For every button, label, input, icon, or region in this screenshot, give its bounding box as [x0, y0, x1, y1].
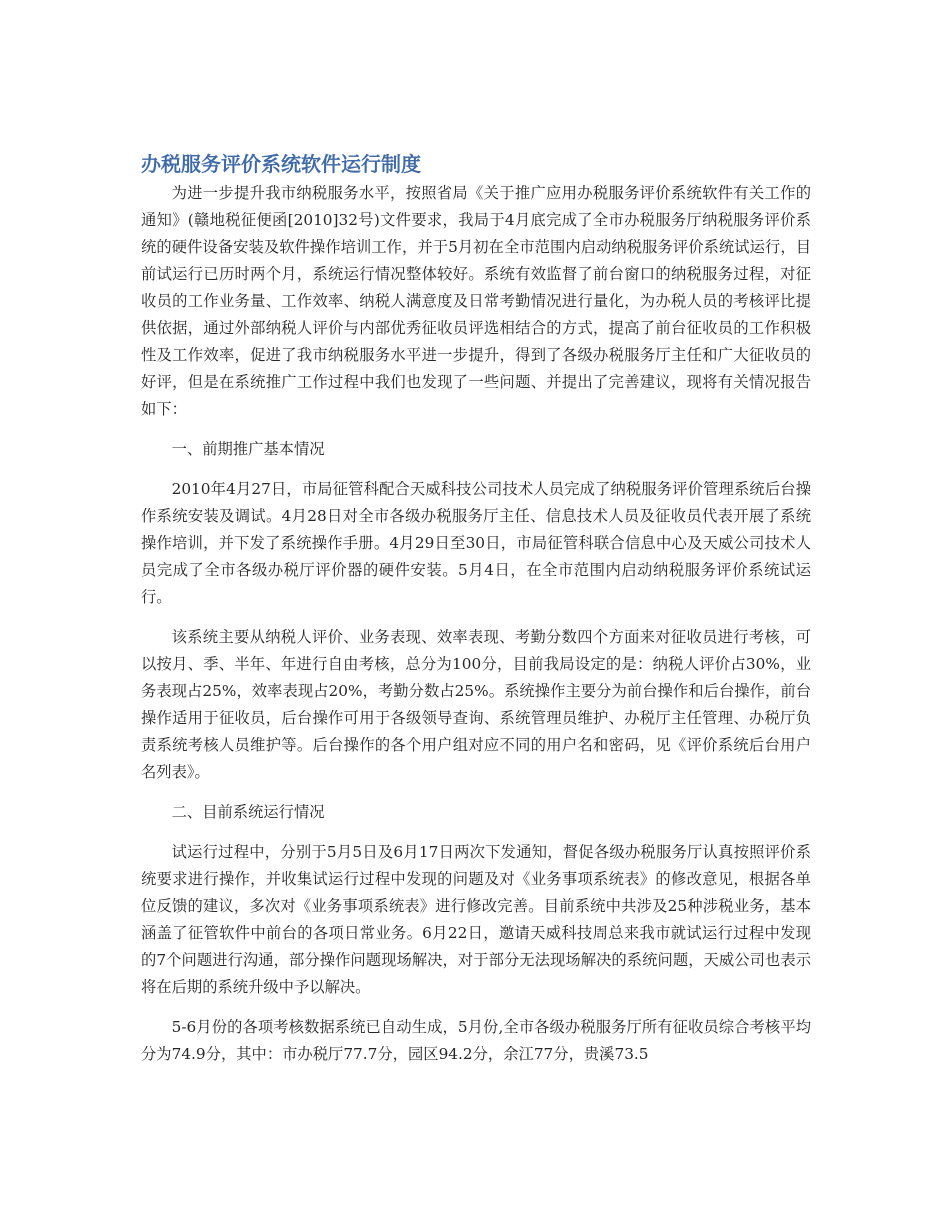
paragraph-promotion: 2010年4月27日，市局征管科配合天威科技公司技术人员完成了纳税服务评价管理系统后台操作系统安装及调试。4月28日对全市各级办税服务厅主任、信息技术人员及征收员代表开展了系统操作培训，并下发了系统操作手册。4月29日至30日，市局征管科联合信息中心及天威公司技术人员完成了全市各级办税厅评价器的硬件安装。5月4日，在全市范围内启动纳税服务评价系统试运行。: [141, 480, 811, 606]
paragraph-scores: 5-6月份的各项考核数据系统已自动生成，5月份,全市各级办税服务厅所有征收员综合考核平均分为74.9分，其中：市办税厅77.7分，园区94.2分，余江77分，贵溪73.5: [141, 1018, 811, 1063]
paragraph-assessment: 该系统主要从纳税人评价、业务表现、效率表现、考勤分数四个方面来对征收员进行考核，可以按月、季、半年、年进行自由考核，总分为100分，目前我局设定的是：纳税人评价占30%，业务表现占25%，效率表现占20%，考勤分数占25%。系统操作主要分为前台操作和后台操作，前台操作适用于征收员，后台操作可用于各级领导查询、系统管理员维护、办税厅主任管理、办税厅负责系统考核人员维护等。后台操作的各个用户组对应不同的用户名和密码，见《评价系统后台用户名列表》。: [141, 628, 811, 781]
paragraph-trial-run: 试运行过程中，分别于5月5日及6月17日两次下发通知，督促各级办税服务厅认真按照评价系统要求进行操作，并收集试运行过程中发现的问题及对《业务事项系统表》的修改意见，根据各单位反馈的建议，多次对《业务事项系统表》进行修改完善。目前系统中共涉及25种涉税业务，基本涵盖了征管软件中前台的各项日常业务。6月22日，邀请天威科技周总来我市就试运行过程中发现的7个问题进行沟通，部分操作问题现场解决，对于部分无法现场解决的系统问题，天威公司也表示将在后期的系统升级中予以解决。: [141, 843, 811, 996]
section-heading-2: 二、目前系统运行情况: [171, 803, 325, 821]
paragraph-intro: 为进一步提升我市纳税服务水平，按照省局《关于推广应用办税服务评价系统软件有关工作的通知》(赣地税征便函[2010]32号)文件要求，我局于4月底完成了全市办税服务厅纳税服务评价系统的硬件设备安装及软件操作培训工作，并于5月初在全市范围内启动纳税服务评价系统试运行，目前试运行已历时两个月，系统运行情况整体较好。系统有效监督了前台窗口的纳税服务过程，对征收员的工作业务量、工作效率、纳税人满意度及日常考勤情况进行量化，为办税人员的考核评比提供依据，通过外部纳税人评价与内部优秀征收员评选相结合的方式，提高了前台征收员的工作积极性及工作效率，促进了我市纳税服务水平进一步提升，得到了各级办税服务厅主任和广大征收员的好评，但是在系统推广工作过程中我们也发现了一些问题、并提出了完善建议，现将有关情况报告如下：: [141, 184, 811, 418]
document-page: [141, 150, 811, 1068]
section-heading-1: 一、前期推广基本情况: [171, 440, 325, 458]
document-title: 办税服务评价系统软件运行制度: [141, 152, 421, 176]
